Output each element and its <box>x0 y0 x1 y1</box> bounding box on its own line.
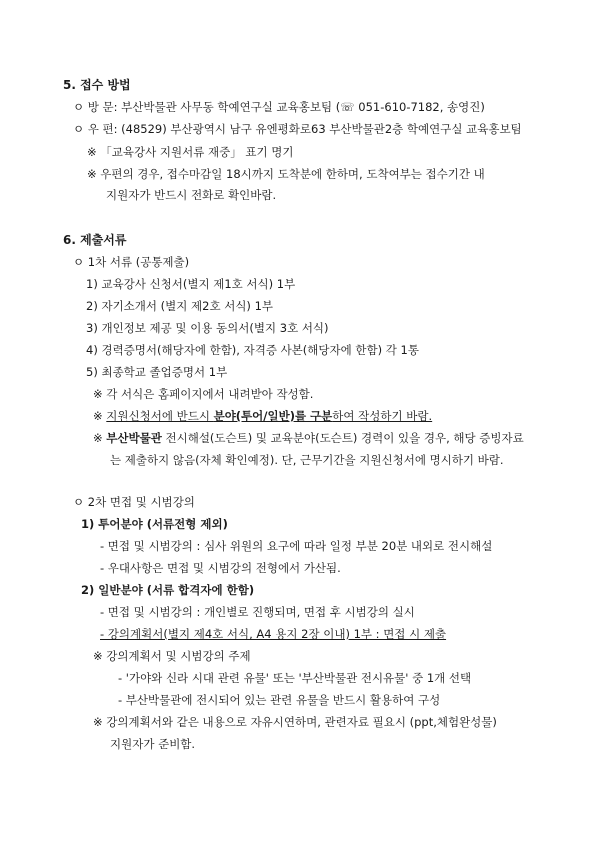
free-demo-b: 지원자가 준비함. <box>110 737 196 751</box>
note-career-b: 는 제출하지 않음(자체 확인예정). 단, 근무기간을 지원신청서에 명시하기 바람. <box>110 453 504 467</box>
general-item: - 면접 및 시범강의 : 개인별로 진행되며, 면접 후 시범강의 실시 <box>100 605 415 619</box>
theme-item: - '가야와 신라 시대 관련 유물' 또는 '부산박물관 전시유물' 중 1개 선택 <box>118 671 472 685</box>
note-forms: ※ 각 서식은 홈페이지에서 내려받아 작성함. <box>93 387 314 401</box>
tour-item: - 우대사항은 면접 및 시범강의 전형에서 가산됨. <box>100 561 341 575</box>
note-career-a: ※ 부산박물관 전시해설(도슨트) 및 교육분야(도슨트) 경력이 있을 경우, 해당 증빙자료 <box>93 431 524 445</box>
first-round-title: ㅇ 1차 서류 (공통제출) <box>73 255 190 269</box>
second-round-title: ㅇ 2차 면접 및 시범강의 <box>73 495 195 509</box>
doc-item: 3) 개인정보 제공 및 이용 동의서(별지 3호 서식) <box>86 321 329 335</box>
mail-line: ㅇ 우 편: (48529) 부산광역시 남구 유엔평화로63 부산박물관2층 학예연구실 교육홍보팀 <box>73 122 522 136</box>
free-demo-a: ※ 강의계획서와 같은 내용으로 자유시연하며, 관련자료 필요시 (ppt,체험완성물) <box>93 715 497 729</box>
theme-title: ※ 강의계획서 및 시범강의 주제 <box>93 649 251 663</box>
tour-item: - 면접 및 시범강의 : 심사 위원의 요구에 따라 일정 부분 20분 내외로 전시해설 <box>100 539 493 553</box>
tour-title: 1) 투어분야 (서류전형 제외) <box>81 517 228 531</box>
note-field-underlined: 지원신청서에 반드시 분야(투어/일반)를 구분하여 작성하기 바람. <box>106 409 433 423</box>
theme-item: - 부산박물관에 전시되어 있는 관련 유물을 반드시 활용하여 구성 <box>118 693 441 707</box>
section-5-title: 5. 접수 방법 <box>63 78 131 92</box>
general-item-underlined: - 강의계획서(별지 제4호 서식, A4 용지 2장 이내) 1부 : 면접 시 제출 <box>100 627 447 641</box>
doc-item: 4) 경력증명서(해당자에 한함), 자격증 사본(해당자에 한함) 각 1통 <box>86 343 419 357</box>
doc-item: 5) 최종학교 졸업증명서 1부 <box>86 365 228 379</box>
visit-line: ㅇ 방 문: 부산박물관 사무동 학예연구실 교육홍보팀 (☏ 051-610-7182, 송영진) <box>73 100 485 114</box>
section-6-title: 6. 제출서류 <box>63 233 127 247</box>
note-field-emphasis: 분야(투어/일반)를 구분 <box>213 409 333 423</box>
note-field: ※ 지원신청서에 반드시 분야(투어/일반)를 구분하여 작성하기 바람. <box>93 409 433 423</box>
note-museum-emphasis: 부산박물관 <box>106 431 162 445</box>
general-title: 2) 일반분야 (서류 합격자에 한함) <box>81 583 255 597</box>
doc-item: 2) 자기소개서 (별지 제2호 서식) 1부 <box>86 299 273 313</box>
note-envelope: ※ 「교육강사 지원서류 재중」 표기 명기 <box>87 145 294 159</box>
note-mail-b: 지원자가 반드시 전화로 확인바람. <box>106 188 277 202</box>
note-mail-a: ※ 우편의 경우, 접수마감일 18시까지 도착분에 한하며, 도착여부는 접수기간 내 <box>87 167 485 181</box>
doc-item: 1) 교육강사 신청서(별지 제1호 서식) 1부 <box>86 277 296 291</box>
